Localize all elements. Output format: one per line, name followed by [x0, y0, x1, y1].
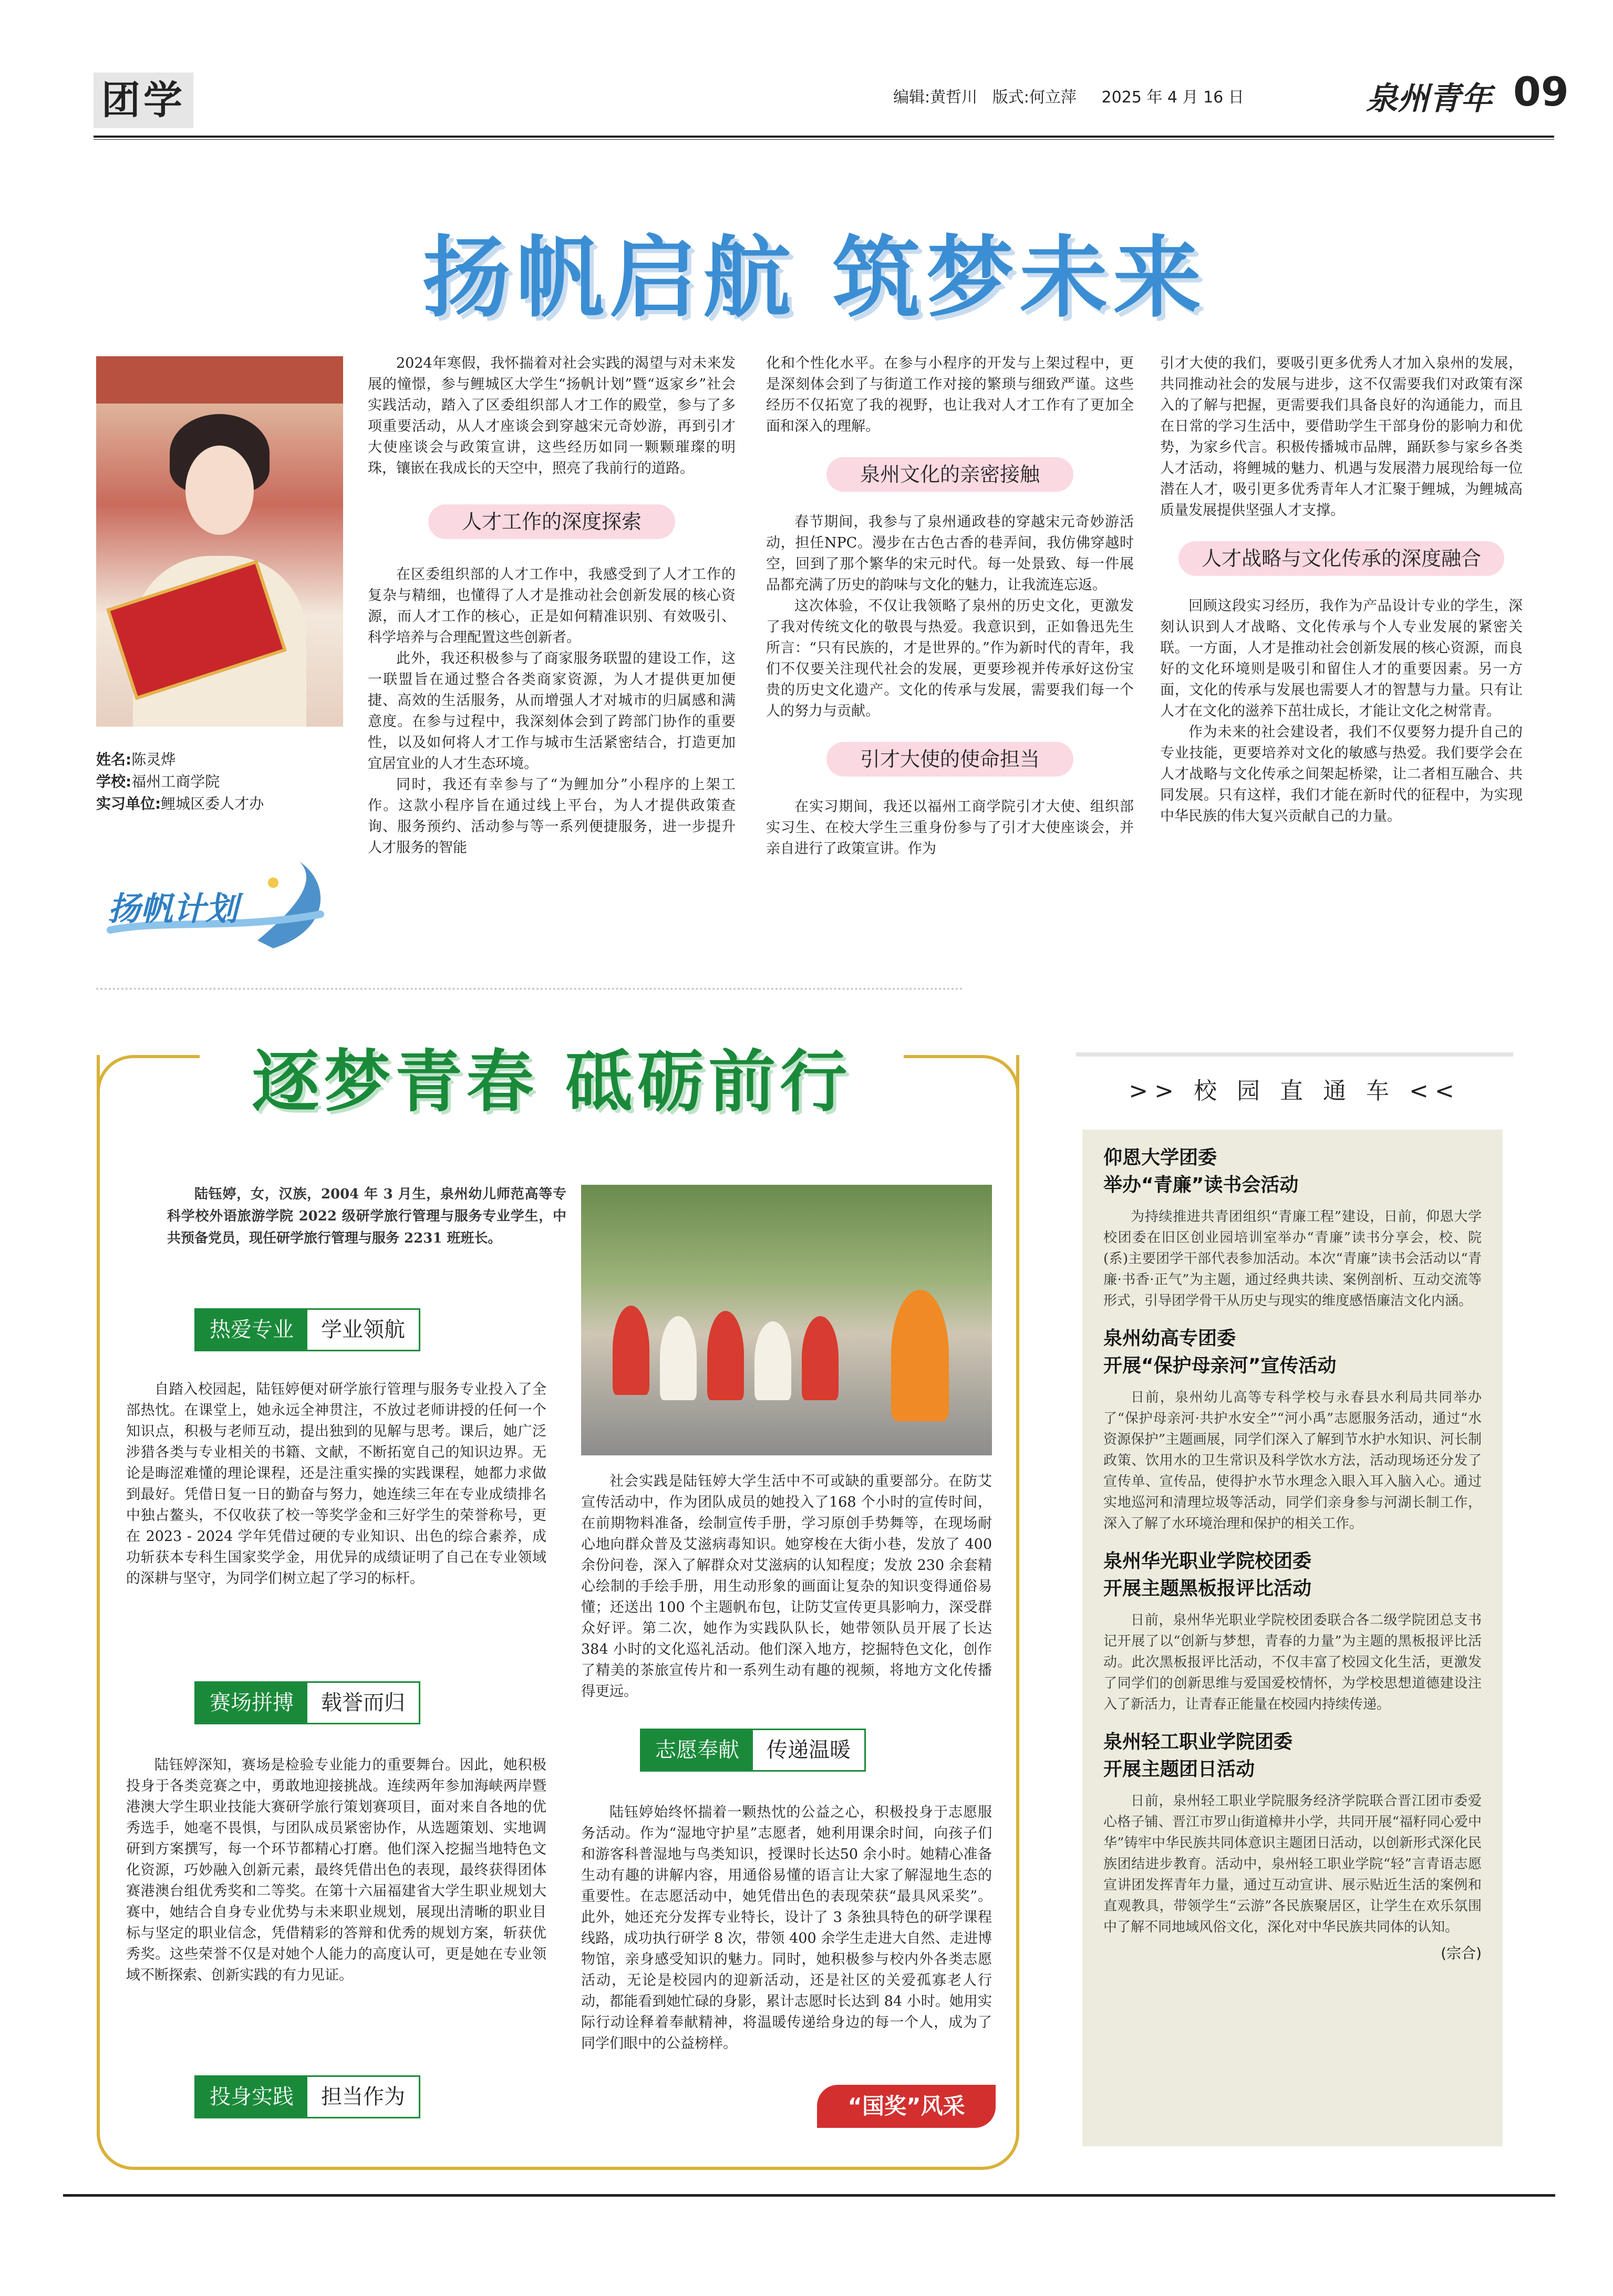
- article2-headline: 逐梦青春 砥砺前行: [200, 1040, 904, 1124]
- school-label: 学校:: [96, 773, 132, 790]
- tag-practice: [194, 2075, 420, 2118]
- campus-item-org: 泉州华光职业学院校团委: [1103, 1550, 1312, 1572]
- paper-name: 泉州青年: [1366, 80, 1492, 117]
- issue-date: 2025 年 4 月 16 日: [1101, 88, 1244, 107]
- students-field-trip-photo: [581, 1185, 992, 1455]
- article1-p1: 在区委组织部的人才工作中，我感受到了人才工作的复杂与精细，也懂得了人才是推动社会创新发展的核心资源，而人才工作的核心，正是如何精准识别、有效吸引、科学培养与合理配置这些创新者。: [368, 566, 736, 646]
- article1-p8: 作为未来的社会建设者，我们不仅要努力提升自己的专业技能，更要培养对文化的敏感与热爱。我们要学会在人才战略与文化传承之间架起桥梁，让二者相互融合、共同发展。只有这样，我们才能在新时代的征程中，为实现中华民族的伟大复兴贡献自己的力量。: [1160, 724, 1523, 824]
- article1-intro: 2024年寒假，我怀揣着对社会实践的渴望与对未来发展的憧憬，参与鲤城区大学生“扬帆计划”暨“返家乡”社会实践活动，踏入了区委组织部人才工作的殿堂，参与了多项重要活动，从人才座谈会到穿越宋元奇妙游，再到引才大使座谈会与政策宣讲，这些经历如同一颗颗璀璨的明珠，镶嵌在我成长的天空中，照亮了我前行的道路。: [368, 355, 736, 477]
- article1-col1: [368, 353, 736, 859]
- article1-p3b: 化和个性化水平。在参与小程序的开发与上架过程中，更是深刻体会到了与街道工作对接的繁琐与细致严谨。这些经历不仅拓宽了我的视野，也让我对人才工作有了更加全面和深入的理解。: [766, 355, 1134, 435]
- campus-item-title: 举办“青廉”读书会活动: [1103, 1174, 1299, 1196]
- article1-p4: 春节期间，我参与了泉州通政巷的穿越宋元奇妙游活动，担任NPC。漫步在古色古香的巷弄间，我仿佛穿越时空，回到了那个繁华的宋元时代。每一处景致、每一件展品都充满了历史的韵味与文化的魅力，让我流连忘返。: [766, 514, 1134, 593]
- tag-volunteer: [640, 1729, 866, 1772]
- editor-credit: 编辑:黄哲川: [893, 88, 978, 107]
- campus-top-bar: [1076, 1052, 1513, 1057]
- article2-p3: 社会实践是陆钰婷大学生活中不可或缺的重要部分。在防艾宣传活动中，作为团队成员的她投入了168 个小时的宣传时间，在前期物料准备，绘制宣传手册，学习原创手势舞等，在现场耐心地向群众普及艾滋病毒知识。她穿梭在大街小巷，发放了 400 余份问卷，深入了解群众对艾滋病的认知程度；发放 230 余套精心绘制的手绘手册，用生动形象的画面让复杂的知识变得通俗易懂；还送出 100 个主题帆布包，让防艾宣传更具影响力，深受群众好评。第二次，她作为实践队队长，她带领队员开展了长达 384 小时的文化巡礼活动。他们深入地方，挖掘特色文化，创作了精美的茶旅宣传片和一系列生动有趣的视频，将地方文化传播得更远。: [581, 1473, 992, 1700]
- article1-col2: [766, 353, 1134, 860]
- article1-p5: 这次体验，不仅让我领略了泉州的历史文化，更激发了我对传统文化的敬畏与热爱。我意识到，正如鲁迅先生所言：“只有民族的，才是世界的。”作为新时代的青年，我们不仅要关注现代社会的发展，更要珍视并传承好这份宝贵的历史文化遗产。文化的传承与发展，需要我们每一个人的努力与贡献。: [766, 598, 1134, 719]
- tag-volunteer-b: 传递温暖: [753, 1730, 864, 1770]
- campus-item: [1103, 1548, 1482, 1715]
- page-number: 09: [1513, 68, 1569, 115]
- article1-col3: [1160, 353, 1523, 827]
- campus-news-box: [1082, 1130, 1503, 2146]
- campus-item-body: 日前，泉州华光职业学院校团委联合各二级学院团总支书记开展了以“创新与梦想，青春的力量”为主题的黑板报评比活动。此次黑板报评比活动，不仅丰富了校园文化生活，更激发了同学们的创新思维与爱国爱校情怀，为学校思想道德建设注入了新活力，让青春正能量在校园内持续传递。: [1103, 1612, 1482, 1712]
- article1-p2: 此外，我还积极参与了商家服务联盟的建设工作，这一联盟旨在通过整合各类商家资源，为人才提供更加便捷、高效的生活服务，从而增强人才对城市的归属感和满意度。在参与过程中，我深刻体会到了跨部门协作的重要性，以及如何将人才工作与城市生活紧密结合，打造更加宜居宜业的人才生态环境。: [368, 650, 736, 772]
- campus-item: [1103, 1144, 1482, 1311]
- subhead-strategy-culture: 人才战略与文化传承的深度融合: [1178, 541, 1504, 576]
- campus-item: [1103, 1325, 1482, 1534]
- section-label: 团学: [94, 73, 193, 128]
- layout-credit: 版式:何立萍: [992, 88, 1077, 107]
- article2-col2-b: [581, 1802, 992, 2054]
- campus-title: >> 校 园 直 通 车 <<: [1129, 1078, 1461, 1104]
- article2-col2-a: [581, 1471, 992, 1702]
- profile-name: 陈灵烨: [131, 751, 176, 768]
- tag-practice-a: 投身实践: [196, 2077, 307, 2117]
- tag-major-a: 热爱专业: [196, 1310, 307, 1350]
- profile-unit: 鲤城区委人才办: [161, 795, 264, 812]
- article2-col1-a: [126, 1379, 546, 1589]
- unit-label: 实习单位:: [96, 795, 161, 812]
- article2-p1: 自踏入校园起，陆钰婷便对研学旅行管理与服务专业投入了全部热忱。在课堂上，她永远全神贯注，不放过老师讲授的任何一个知识点，积极与老师互动，提出独到的见解与思考。课后，她广泛涉猎各类与专业相关的书籍、文献，不断拓宽自己的知识边界。无论是晦涩难懂的理论课程，还是注重实操的实践课程，她都力求做到最好。凭借日复一日的勤奋与努力，她连续三年在专业成绩排名中独占鳌头，不仅收获了校一等奖学金和三好学生的荣誉称号，更在 2023 - 2024 学年凭借过硬的专业知识、出色的综合素养，成功斩获本专科生国家奖学金，用优异的成绩证明了自己在专业领域的深耕与坚守，为同学们树立起了学习的标杆。: [126, 1381, 546, 1587]
- section-divider: [96, 988, 963, 990]
- main-headline: 扬帆启航 筑梦未来: [422, 226, 1207, 329]
- header-rule: [94, 136, 1554, 138]
- header-rule-thin: [94, 139, 1554, 140]
- tag-major: [194, 1308, 420, 1351]
- award-badge: “国奖”风采: [817, 2085, 996, 2128]
- tag-volunteer-a: 志愿奉献: [642, 1730, 753, 1770]
- campus-item-title: 开展主题团日活动: [1103, 1759, 1255, 1780]
- article1-p3: 同时，我还有幸参与了“为鲤加分”小程序的上架工作。这款小程序旨在通过线上平台，为人才提供政策查询、服务预约、活动参与等一系列便捷服务，进一步提升人才服务的智能: [368, 777, 736, 856]
- tag-competition: [194, 1681, 420, 1724]
- campus-item-body: 为持续推进共青团组织“青廉工程”建设，日前，仰恩大学校团委在旧区创业园培训室举办“青廉”读书分享会，校、院(系)主要团学干部代表参加活动。本次“青廉”读书会活动以“青廉·书香·正气”为主题，通过经典共读、案例剖析、互动交流等形式，引导团学骨干从历史与现实的维度感悟廉洁文化内涵。: [1103, 1209, 1482, 1309]
- subhead-talent-work: 人才工作的深度探索: [428, 504, 675, 539]
- campus-item: [1103, 1729, 1482, 1938]
- article2-p2: 陆钰婷深知，赛场是检验专业能力的重要舞台。因此，她积极投身于各类竞赛之中，勇敢地迎接挑战。连续两年参加海峡两岸暨港澳大学生职业技能大赛研学旅行策划赛项目，面对来自各地的优秀选手，她毫不畏惧，与团队成员紧密协作，从选题策划、实地调研到方案撰写，每一个环节都精心打磨。他们深入挖掘当地特色文化资源，巧妙融入创新元素，最终凭借出色的表现，最终获得团体赛港澳台组优秀奖和二等奖。在第十六届福建省大学生职业规划大赛中，她结合自身专业优势与未来职业规划，展现出清晰的职业目标与坚定的职业信念，凭借精彩的答辩和优秀的规划方案，斩获优秀奖。这些荣誉不仅是对她个人能力的高度认可，更是她在专业领域不断探索、创新实践的有力见证。: [126, 1757, 546, 1983]
- campus-item-title: 开展“保护母亲河”宣传活动: [1103, 1355, 1337, 1377]
- tag-competition-b: 载誉而归: [307, 1683, 419, 1723]
- article1-p6: 在实习期间，我还以福州工商学院引才大使、组织部实习生、在校大学生三重身份参与了引才大使座谈会，并亲自进行了政策宣讲。作为: [766, 799, 1134, 857]
- campus-byline: (宗合): [1441, 1945, 1482, 1962]
- campus-item-body: 日前，泉州轻工职业学院服务经济学院联合晋江团市委爱心格子铺、晋江市罗山街道樟井小学，共同开展“福籽同心爱中华”铸牢中华民族共同体意识主题团日活动，以创新形式深化民族团结进步教育。活动中，泉州轻工职业学院“轻”言青语志愿宣讲团发挥青年力量，通过互动宣讲、展示贴近生活的案例和直观教具，带领学生“云游”各民族聚居区，让学生在欢乐氛围中了解不同地域风俗文化，深化对中华民族共同体的认知。: [1103, 1793, 1482, 1935]
- subhead-quanzhou-culture: 泉州文化的亲密接触: [826, 457, 1073, 492]
- article1-p7: 回顾这段实习经历，我作为产品设计专业的学生，深刻认识到人才战略、文化传承与个人专业发展的紧密关联。一方面，人才是推动社会创新发展的核心资源，而良好的文化环境则是吸引和留住人才的重要因素。另一方面，文化的传承与发展也需要人才的智慧与力量。只有让人才在文化的滋养下茁壮成长，才能让文化之树常青。: [1160, 598, 1523, 719]
- campus-item-org: 泉州幼高专团委: [1103, 1328, 1236, 1349]
- tag-practice-b: 担当作为: [307, 2077, 419, 2117]
- name-label: 姓名:: [96, 751, 132, 768]
- tag-competition-a: 赛场拼搏: [196, 1683, 307, 1723]
- masthead-info: [893, 84, 1244, 107]
- article2-col1-b: [126, 1755, 546, 1986]
- article2-bio: 陆钰婷，女，汉族，2004 年 3 月生，泉州幼儿师范高等专科学校外语旅游学院 2022 级研学旅行管理与服务专业学生，中共预备党员，现任研学旅行管理与服务 2231 班班长。: [167, 1186, 566, 1246]
- campus-item-org: 仰恩大学团委: [1103, 1147, 1217, 1168]
- profile-school: 福州工商学院: [131, 773, 220, 790]
- portrait-photo: [96, 356, 343, 727]
- campus-item-title: 开展主题黑板报评比活动: [1103, 1578, 1312, 1599]
- yangfan-logo-text: 扬帆计划: [108, 890, 239, 928]
- profile-info: [96, 749, 264, 815]
- campus-item-body: 日前，泉州幼儿高等专科学校与永春县水利局共同举办了“保护母亲河·共护水安全”“河小禹”志愿服务活动，通过“水资源保护”主题画展，同学们深入了解到节水护水知识、河长制政策、饮用水的卫生常识及科学饮水方法，活动现场还分发了宣传单、宣传品，使得护水节水理念入眼入耳入脑入心。通过实地巡河和清理垃圾等活动，同学们亲身参与河湖长制工作，深入了解了水环境治理和保护的相关工作。: [1103, 1390, 1482, 1532]
- campus-item-org: 泉州轻工职业学院团委: [1103, 1731, 1293, 1753]
- tag-major-b: 学业领航: [307, 1310, 419, 1350]
- bottom-rule: [63, 2194, 1555, 2197]
- article1-p6b: 引才大使的我们，要吸引更多优秀人才加入泉州的发展，共同推动社会的发展与进步，这不仅需要我们对政策有深入的了解与把握，更需要我们具备良好的沟通能力，而且在日常的学习生活中，要借助学生干部身份的影响力和优势，为家乡代言。积极传播城市品牌，踊跃参与家乡各类人才活动，将鲤城的魅力、机遇与发展潜力展现给每一位潜在人才，吸引更多优秀青年人才汇聚于鲤城，为鲤城高质量发展提供坚强人才支撑。: [1160, 355, 1523, 519]
- article2-p4: 陆钰婷始终怀揣着一颗热忱的公益之心，积极投身于志愿服务活动。作为“湿地守护星”志愿者，她利用课余时间，向孩子们和游客科普湿地与鸟类知识，授课时长达50 余小时。她精心准备生动有趣的讲解内容，用通俗易懂的语言让大家了解湿地生态的重要性。在志愿活动中，她凭借出色的表现荣获“最具风采奖”。此外，她还充分发挥专业特长，设计了 3 条独具特色的研学课程线路，成功执行研学 8 次，带领 400 余学生走进大自然、走进博物馆，亲身感受知识的魅力。同时，她积极参与校内外各类志愿活动，无论是校园内的迎新活动，还是社区的关爱孤寡老人行动，都能看到她忙碌的身影，累计志愿时长达到 84 小时。她用实际行动诠释着奉献精神，将温暖传递给身边的每一个人，成为了同学们眼中的公益榜样。: [581, 1804, 992, 2052]
- subhead-ambassador: 引才大使的使命担当: [826, 742, 1073, 777]
